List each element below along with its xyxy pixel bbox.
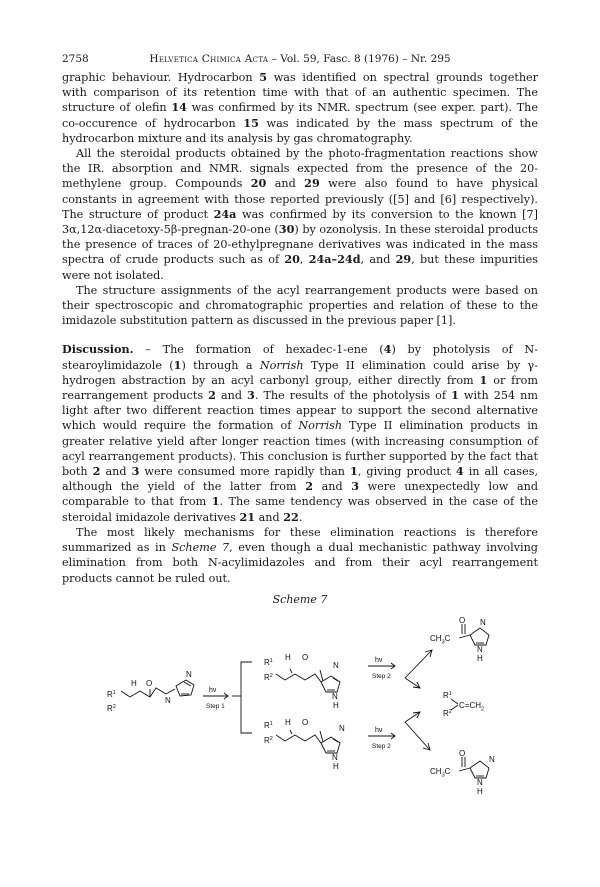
o-label: O (459, 616, 466, 625)
ch3c-label: $CH_3C$ (430, 767, 451, 779)
paragraph: The most likely mechanisms for these elimination reactions is therefore summarized as in Scheme 7, even though a dual mechanistic pathway involving elimination from both N-acylimidazoles and from their acyl rearrangement products cannot be ruled out. (62, 525, 538, 585)
o-label: O (146, 679, 153, 688)
reaction-scheme (0, 600, 600, 887)
hv-label: hν (209, 687, 217, 694)
ch3c-label: $CH_3C$ (430, 634, 451, 646)
r2-label: $R^2$ (264, 736, 273, 745)
n-label: N (333, 661, 339, 670)
n-label: N (480, 618, 486, 627)
h-label: H (477, 787, 483, 796)
o-label: O (302, 718, 309, 727)
r1-label: $R^1$ (264, 721, 273, 730)
o-label: O (302, 653, 309, 662)
journal-name: Helvetica Chimica Acta (149, 53, 269, 65)
paragraph: graphic behaviour. Hydrocarbon 5 was identified on spectral grounds together with comparison of its retention time with that of an authentic specimen. The structure of olefin 14 was confirmed by its NMR. spectrum (see exper. part). The co-occurence of hydrocarbon 15 was indicated by the mass spectrum of the hydrocarbon mixture and its analysis by gas chromatography. (62, 70, 539, 145)
hv-label: hν (375, 657, 383, 664)
step1-label: Step 1 (206, 703, 225, 710)
r2-label: $R^2$ (107, 704, 116, 713)
n-label: N (186, 670, 192, 679)
n-label: N (477, 778, 483, 787)
h-label: H (477, 654, 483, 663)
n-label: N (477, 645, 483, 654)
journal-line (62, 52, 538, 66)
h-label: H (333, 701, 339, 710)
h-label: H (285, 653, 291, 662)
page-number: 2758 (62, 53, 89, 65)
h-label: H (333, 762, 339, 771)
running-header (62, 52, 538, 66)
n-label: N (489, 755, 495, 764)
h-label: H (285, 718, 291, 727)
paragraph: All the steroidal products obtained by the photo-fragmentation reactions show the IR. absorption and NMR. signals expected from the presence of the 20-methylene group. Compounds 20 and 29 were also found to have physical constants in agreement with those reported previously ([5] and [6] respectively). The structure of product 24a was confirmed by its conversion to the known [7] 3α,12α-diacetoxy-5β-pregnan-20-one (30) by ozonolysis. In these steroidal products the presence of traces of 20-ethylpregnane derivatives was indicated in the mass spectra of crude products such as of 20, 24a–24d, and 29, but these impurities were not isolated. (62, 147, 538, 282)
hv-label: hν (375, 727, 383, 734)
body-text (62, 70, 538, 586)
r1-label: $R^1$ (443, 691, 452, 700)
discussion-paragraph: Discussion. – The formation of hexadec-1-ene (4) by photolysis of N-stearoylimidazole (1) through a Norrish Type II elimination could arise by γ-hydrogen abstraction by an acyl carbonyl group, either directly from 1 or from rearrangement products 2 and 3. The results of the photolysis of 1 with 254 nm light after two different reaction times appear to support the second alternative which would require the formation of Norrish Type II elimination products in greater relative yield after longer reaction times (with increasing consumption of acyl rearrangement products). This conclusion is further supported by the fact that both 2 and 3 were consumed more rapidly than 1, giving product 4 in all cases, although the yield of the latter from 2 and 3 were unexpectedly low and comparable to that from 1. The same tendency was observed in the case of the steroidal imidazole derivatives 21 and 22. (62, 342, 539, 524)
h-label: H (131, 679, 137, 688)
alkene-label: $C=CH_2$ (459, 701, 485, 713)
r1-label: $R^1$ (107, 690, 116, 699)
n-label: N (332, 753, 338, 762)
journal-issue: – Vol. 59, Fasc. 8 (1976) – Nr. 295 (271, 53, 451, 65)
r2-label: $R^2$ (264, 673, 273, 682)
paragraph: The structure assignments of the acyl rearrangement products were based on their spectroscopic and chromatographic properties and relation of these to the imidazole substitution pattern as discussed in the previous paper [1]. (62, 283, 538, 328)
n-label: N (165, 696, 171, 705)
scheme-title: Scheme 7 (272, 593, 328, 606)
n-label: N (332, 692, 338, 701)
r2-label: $R^2$ (443, 709, 452, 718)
n-label: N (339, 724, 345, 733)
step2-label: Step 2 (372, 743, 391, 750)
r1-label: $R^1$ (264, 658, 273, 667)
o-label: O (459, 749, 466, 758)
section-heading: Discussion. (62, 342, 134, 357)
step2-label: Step 2 (372, 673, 391, 680)
